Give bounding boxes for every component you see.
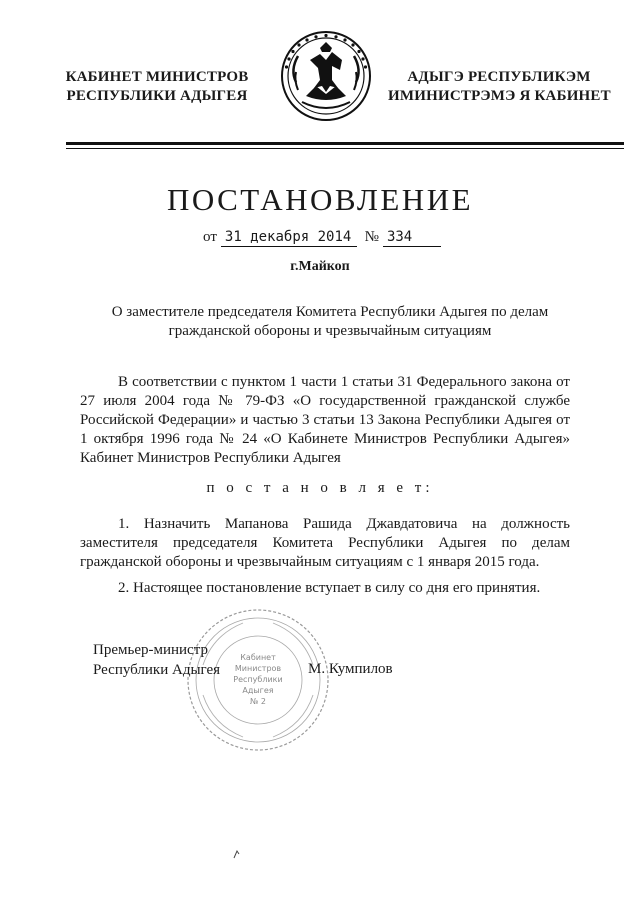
preamble-paragraph: В соответствии с пунктом 1 части 1 статьи 31 Федерального закона от 27 июля 2004 года № 79-ФЗ «О государственной гражданской службе Российской Федерации» и частью 3 статьи 13 Закона Республики Адыгея от 1 октября 1996 года № 24 «О Кабинете Министров Республики Адыгея» Кабинет Министров Республики Адыгея [80, 374, 570, 466]
document-number: 334 [383, 228, 441, 247]
coat-of-arms-icon [280, 30, 372, 122]
stamp-line-1: Кабинет [240, 653, 276, 662]
official-stamp-icon [183, 605, 333, 755]
stamp-line-2: Министров [234, 664, 282, 673]
document-city: г.Майкоп [290, 259, 350, 274]
document-subject: О заместителе председателя Комитета Республики Адыгея по делам гражданской обороны и чрезвычайным ситуациям [111, 304, 549, 339]
date-number-line [0, 228, 640, 247]
stamp-line-4: Адыгея [242, 686, 274, 695]
date-prefix: от [203, 229, 217, 245]
scan-mark-icon [232, 848, 242, 860]
stamp-line-5: № 2 [250, 697, 266, 706]
signatory-position-line1: Премьер-министр [93, 642, 208, 658]
signatory-name: М. Кумпилов [308, 661, 393, 677]
signatory-position-line2: Республики Адыгея [93, 662, 221, 678]
number-prefix: № [364, 229, 379, 245]
header-left-line1: КАБИНЕТ МИНИСТРОВ [65, 69, 249, 85]
header-right [388, 68, 610, 106]
header-divider-thick [66, 142, 624, 145]
item-1-paragraph: 1. Назначить Мапанова Рашида Джавдатовича на должность заместителя председателя Комитета Республики Адыгея по делам гражданской обороны и чрезвычайным ситуациям с 1 января 2015 года. [80, 516, 570, 570]
header-right-line1: АДЫГЭ РЕСПУБЛИКЭМ [407, 69, 591, 85]
decree-word: п о с т а н о в л я е т: [206, 480, 434, 496]
header-right-line2: ИМИНИСТРЭМЭ Я КАБИНЕТ [388, 88, 611, 104]
header-left [64, 68, 250, 106]
header-divider-thin [66, 148, 624, 149]
header-left-line2: РЕСПУБЛИКИ АДЫГЕЯ [66, 88, 248, 104]
signatory-position [93, 640, 220, 680]
item-2-paragraph: 2. Настоящее постановление вступает в силу со дня его принятия. [118, 580, 541, 596]
document-title: ПОСТАНОВЛЕНИЕ [166, 182, 474, 217]
stamp-line-3: Республики [233, 675, 283, 684]
document-date: 31 декабря 2014 [221, 228, 357, 247]
